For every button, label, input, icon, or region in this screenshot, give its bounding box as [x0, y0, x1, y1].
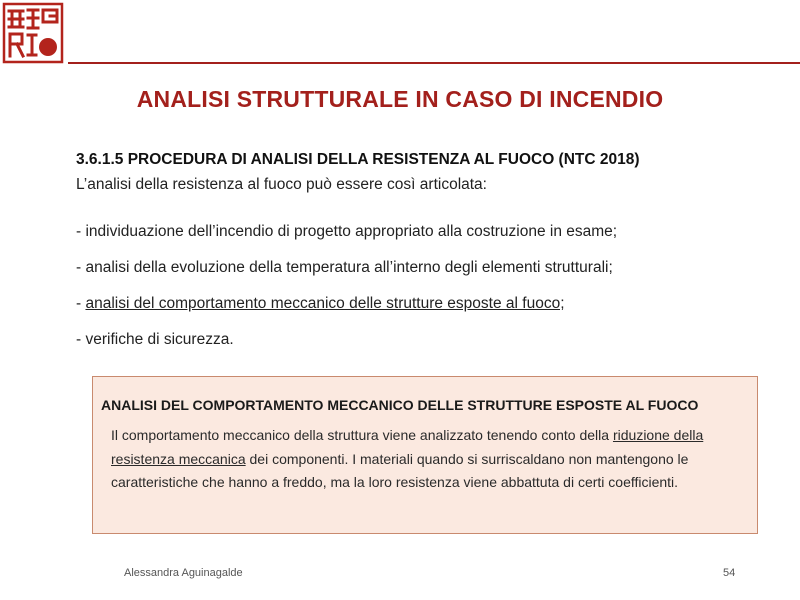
list-item: - individuazione dell’incendio di progetto appropriato alla costruzione in esame;: [76, 223, 618, 240]
list-item: - analisi della evoluzione della temperatura all’interno degli elementi strutturali;: [76, 259, 613, 276]
page-number: 54: [723, 567, 736, 579]
callout-text-part2: dei componenti. I materiali quando si surriscaldano non mantengono le caratteristiche che hanno a freddo, ma la loro resistenza viene abbattuta di certi coefficienti.: [111, 450, 689, 490]
slide-title: ANALISI STRUTTURALE IN CASO DI INCENDIO: [136, 86, 664, 112]
header-divider: [68, 62, 800, 64]
list-item-underlined: analisi del comportamento meccanico delle strutture esposte al fuoco;: [85, 295, 565, 312]
list-item: [76, 294, 617, 330]
intro-text: L’analisi della resistenza al fuoco può essere così articolata:: [76, 176, 487, 193]
list-item-prefix: -: [76, 295, 86, 312]
section-heading: 3.6.1.5 PROCEDURA DI ANALISI DELLA RESISTENZA AL FUOCO (NTC 2018): [76, 151, 640, 168]
red-seal-logo: [2, 2, 64, 64]
callout-box: [92, 376, 758, 534]
callout-text-part1: Il comportamento meccanico della struttura viene analizzato tenendo conto della: [111, 427, 613, 443]
callout-title: ANALISI DEL COMPORTAMENTO MECCANICO DELLE STRUTTURE ESPOSTE AL FUOCO: [101, 397, 699, 413]
procedure-list: [76, 222, 617, 366]
callout-text-underlined: riduzione della resistenza meccanica: [111, 427, 704, 467]
footer-author: Alessandra Aguinagalde: [124, 567, 243, 579]
callout-text: [111, 424, 741, 495]
list-item: - verifiche di sicurezza.: [76, 331, 234, 348]
